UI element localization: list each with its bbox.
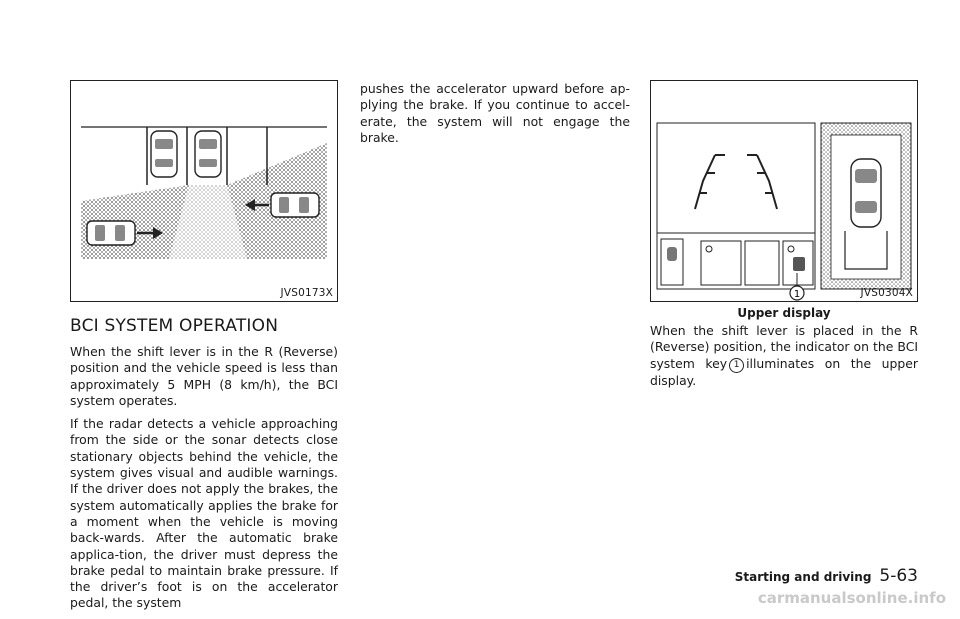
display-button-1	[701, 241, 741, 285]
watermark: carmanualsonline.info	[757, 589, 946, 607]
callout-1-number: 1	[793, 289, 801, 300]
figure-code: JVS0173X	[280, 287, 333, 299]
paragraph: pushes the accelerator upward before ap-plying the brake. If you continue to accel-erate, the system will not engage the brake.	[360, 81, 630, 145]
callout-1-inline-icon: 1	[729, 358, 744, 373]
paragraph-text: illuminates on the upper display.	[650, 355, 918, 388]
paragraph-text: When the shift lever is placed in the R (Reverse) position, the indicator on the BCI system key	[650, 323, 918, 371]
figure-upper-display	[650, 80, 918, 302]
paragraph: If the radar detects a vehicle approaching from the side or the sonar detects close stationary objects behind the vehicle, the system gives visual and audible warnings. If the driver does not apply the brakes, the system automatically applies the brake for a moment when the vehicle is moving back-wards. After the automatic brake applica-tion, the driver must depress the brake pedal to maintain brake pressure. If the driver’s foot is on the accelerator pedal, the system	[70, 416, 338, 611]
footer-section-title: Starting and driving	[734, 570, 872, 584]
parking-scene-illustration	[71, 81, 337, 301]
body-column-1	[70, 344, 338, 619]
body-column-2	[360, 81, 630, 153]
display-button-2	[745, 241, 779, 285]
page-number: 5-63	[879, 566, 918, 586]
page-footer	[735, 566, 918, 586]
figure-code: JVS0304X	[860, 287, 913, 299]
paragraph	[650, 323, 918, 389]
body-column-3	[650, 323, 918, 396]
parked-car-subject	[195, 131, 221, 177]
view-toggle-button	[661, 239, 683, 285]
paragraph: When the shift lever is in the R (Reverse) position and the vehicle speed is less than approximately 5 MPH (8 km/h), the BCI system operates.	[70, 344, 338, 408]
own-vehicle-top-view	[851, 159, 881, 227]
figure-parking-scene	[70, 80, 338, 302]
parked-car-left	[151, 131, 177, 177]
upper-display-illustration	[651, 81, 917, 301]
section-heading: BCI SYSTEM OPERATION	[70, 316, 279, 336]
figure-caption: Upper display	[737, 306, 831, 320]
